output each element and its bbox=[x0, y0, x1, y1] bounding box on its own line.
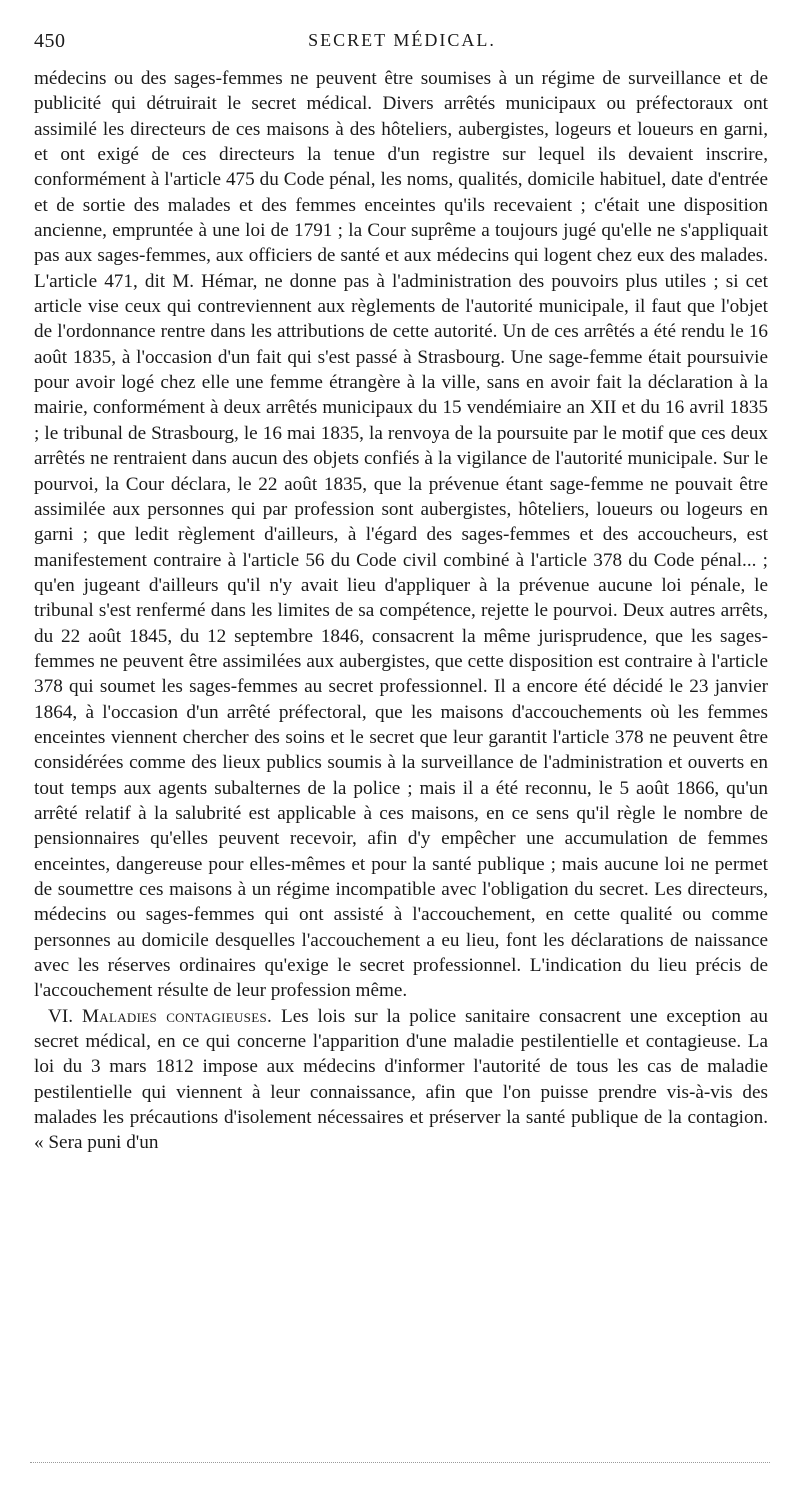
section-heading: Maladies contagieuses. bbox=[81, 1005, 273, 1027]
running-title: SECRET MÉDICAL. bbox=[308, 30, 496, 50]
page-header bbox=[34, 30, 770, 56]
paragraph-continuation: médecins ou des sages-femmes ne peuvent être soumises à un régime de surveillance et de publicité qui détruirait le secret médical. Divers arrêtés municipaux ou préfectoraux ont assimilé les directeurs de ces maisons à des hôteliers, aubergistes, logeurs et loueurs en garni, et ont exigé de ces directeurs la tenue d'un registre sur lequel ils devaient inscrire, conformément à l'article 475 du Code pénal, les noms, qualités, domicile habituel, date d'entrée et de sortie des malades et des femmes enceintes qu'ils recevaient ; c'était une disposition ancienne, empruntée à une loi de 1791 ; la Cour suprême a toujours jugé qu'elle ne s'appliquait pas aux sages-femmes, aux officiers de santé et aux médecins qui logent chez eux des malades. L'article 471, dit M. Hémar, ne donne pas à l'administration des pouvoirs plus utiles ; si cet article vise ceux qui contreviennent aux règlements de l'autorité municipale, il faut que l'objet de l'ordonnance rentre dans les attributions de cette autorité. Un de ces arrêtés a été rendu le 16 août 1835, à l'occasion d'un fait qui s'est passé à Strasbourg. Une sage-femme était poursuivie pour avoir logé chez elle une femme étrangère à la ville, sans en avoir fait la déclaration à la mairie, conformément à deux arrêtés municipaux du 15 vendémiaire an XII et du 16 avril 1835 ; le tribunal de Strasbourg, le 16 mai 1835, la renvoya de la poursuite par le motif que ces deux arrêtés ne rentraient dans aucun des objets confiés à la vigilance de l'autorité municipale. Sur le pourvoi, la Cour déclara, le 22 août 1835, que la prévenue étant sage-femme ne pouvait être assimilée aux personnes qui par profession sont aubergistes, hôteliers, loueurs ou logeurs en garni ; que ledit règlement d'ailleurs, à l'égard des sages-femmes et des accoucheurs, est manifestement contraire à l'article 56 du Code civil combiné à l'article 378 du Code pénal... ; qu'en jugeant d'ailleurs qu'il n'y avait lieu d'appliquer à la prévenue aucune loi pénale, le tribunal s'est renfermé dans les limites de sa compétence, rejette le pourvoi. Deux autres arrêts, du 22 août 1845, du 12 septembre 1846, consacrent la même jurisprudence, que les sages-femmes ne peuvent être assimilées aux aubergistes, que cette disposition est contraire à l'article 378 qui soumet les sages-femmes au secret professionnel. Il a encore été décidé le 23 janvier 1864, à l'occasion d'un arrêté préfectoral, que les maisons d'accouchements où les femmes enceintes viennent chercher des soins et le secret que leur garantit l'article 378 ne peuvent être considérées comme des lieux publics soumis à la surveillance de l'administration et ouverts en tout temps aux agents subalternes de la police ; mais il a été reconnu, le 5 août 1866, qu'un arrêté relatif à la salubrité est applicable à ces maisons, en ce sens qu'il règle le nombre de pensionnaires qu'elles peuvent recevoir, afin d'y empêcher une accumulation de femmes enceintes, dangereuse pour elles-mêmes et pour la santé publique ; mais aucune loi ne permet de soumettre ces maisons à un régime incompatible avec l'obligation du secret. Les directeurs, médecins ou sages-femmes qui ont assisté à l'accouchement, en cette qualité ou comme personnes au domicile desquelles l'accouchement a eu lieu, font les déclarations de naissance avec les réserves ordinaires qu'exige le secret professionnel. L'indication du lieu précis de l'accouchement résulte de leur profession même. bbox=[34, 68, 768, 1002]
footer-rule bbox=[30, 1462, 770, 1463]
page-number: 450 bbox=[34, 30, 66, 52]
section-number: VI. bbox=[48, 1005, 74, 1027]
paragraph-section-vi bbox=[34, 1004, 768, 1156]
body-text bbox=[34, 66, 768, 1156]
paragraph-section-vi-text: Les lois sur la police sanitaire consacrent une exception au secret médical, en ce qui concerne l'apparition d'une maladie pestilentielle et contagieuse. La loi du 3 mars 1812 impose aux médecins d'informer l'autorité de tous les cas de maladie pestilentielle qui viennent à leur connaissance, afin que l'on puisse prendre vis-à-vis des malades les précautions d'isolement nécessaires et préserver la santé publique de la contagion. « Sera puni d'un bbox=[34, 1005, 768, 1154]
